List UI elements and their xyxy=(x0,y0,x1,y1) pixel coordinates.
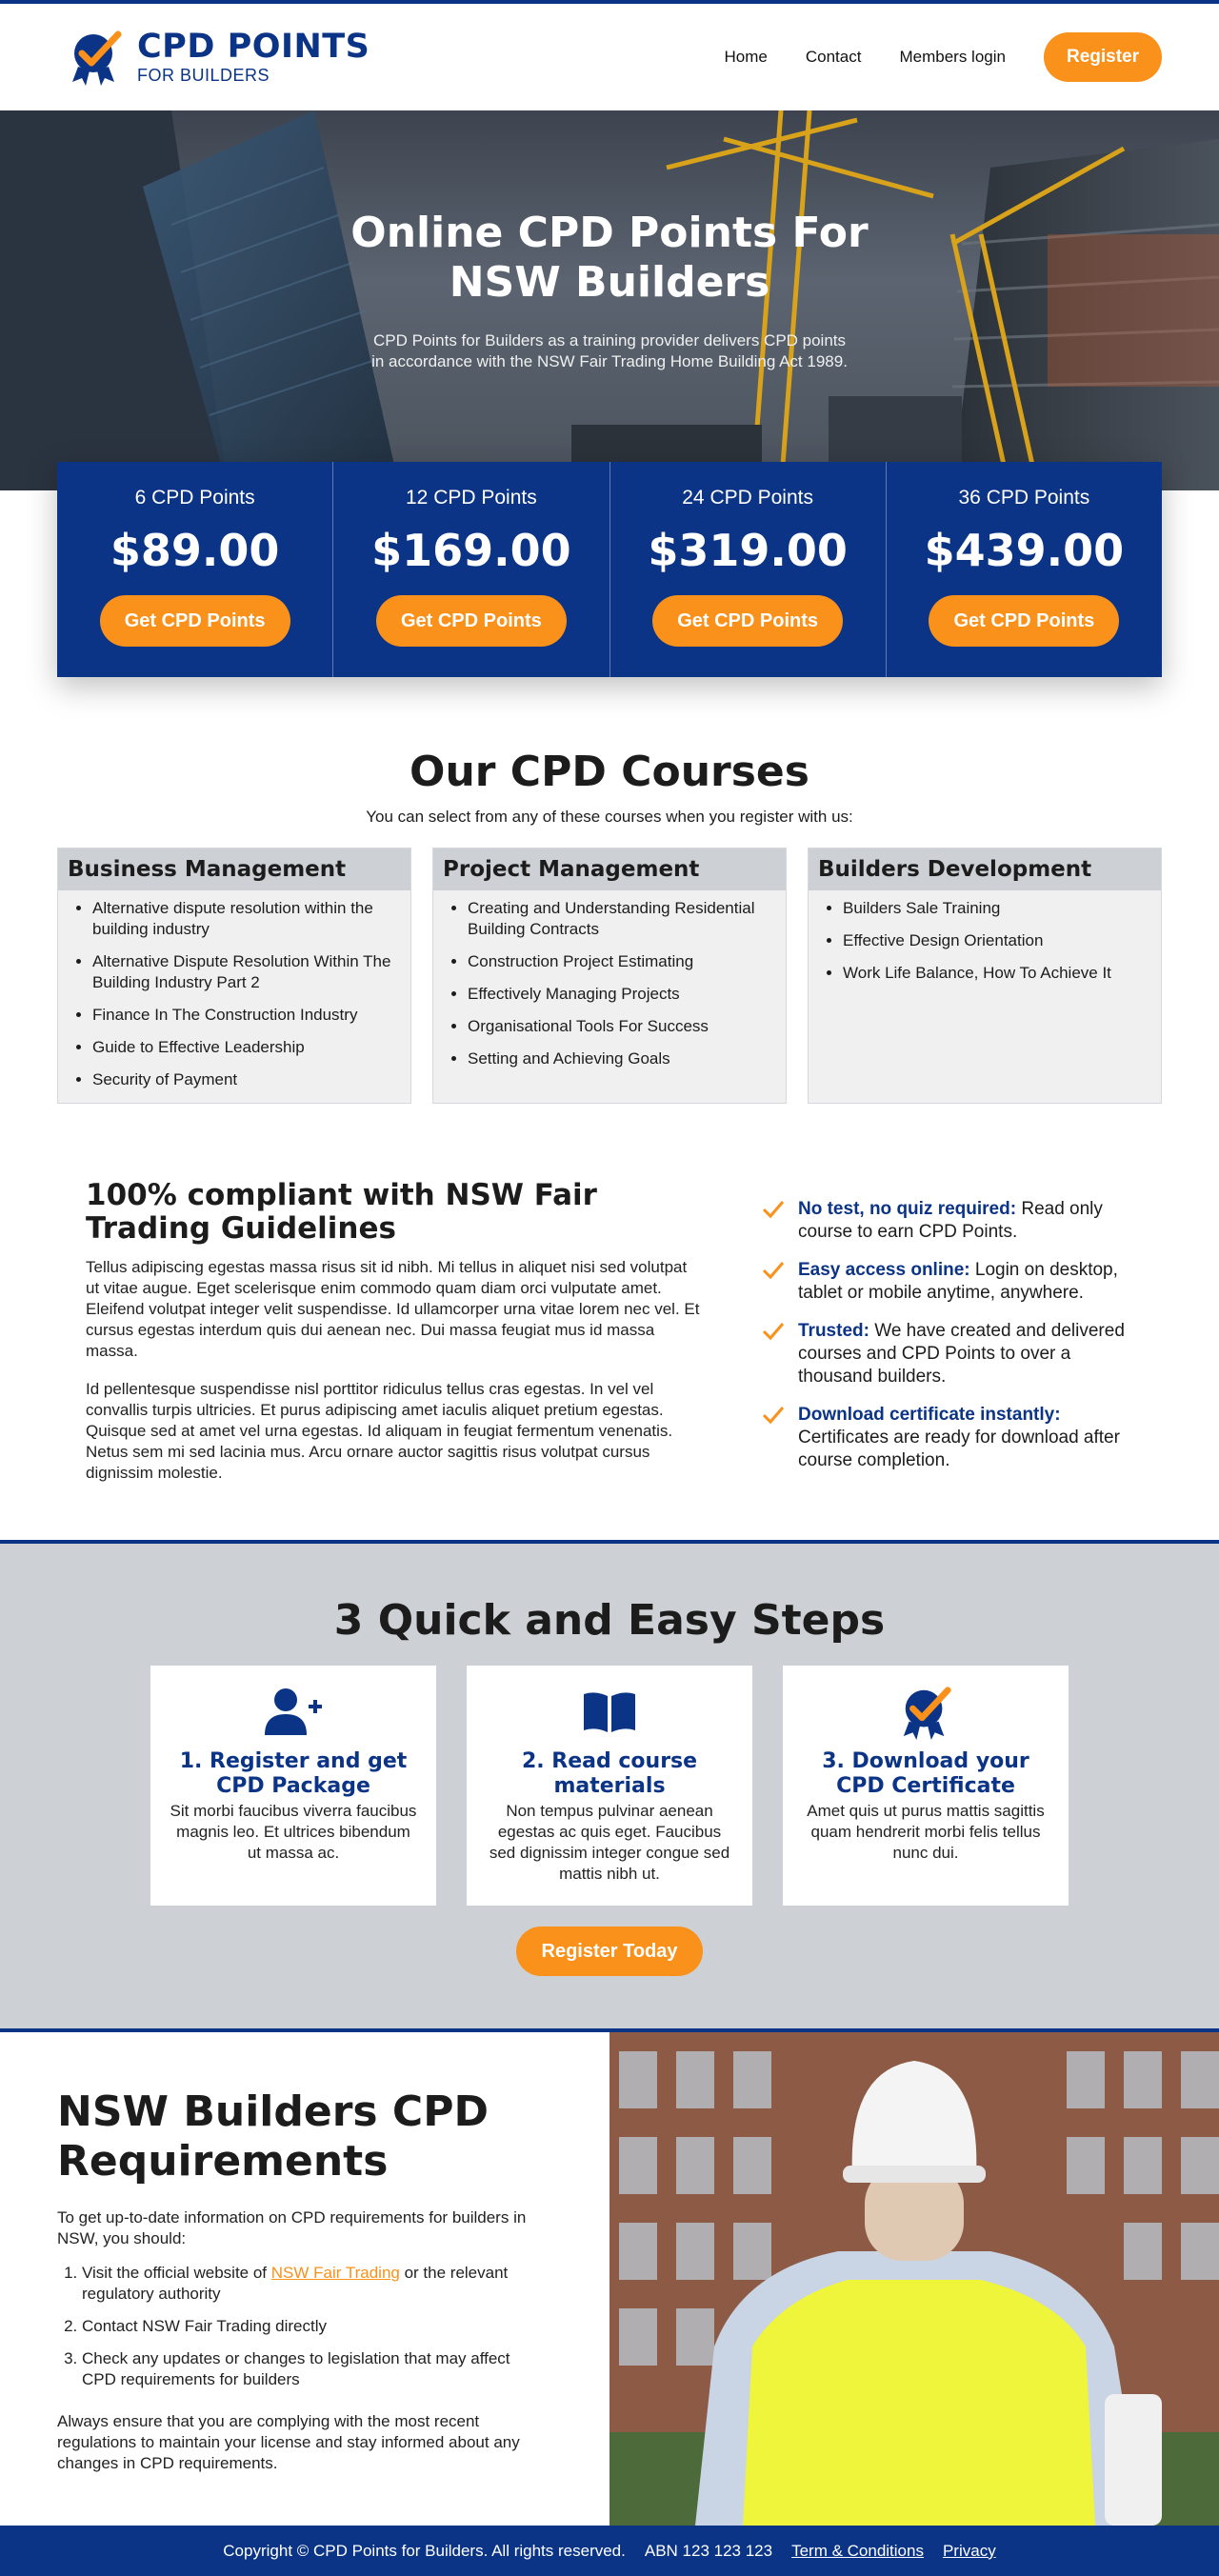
price-amount: $319.00 xyxy=(648,525,848,576)
nav-contact-link[interactable]: Contact xyxy=(805,48,862,66)
requirements-section xyxy=(0,2032,1219,2526)
logo-subtitle: FOR BUILDERS xyxy=(137,66,270,85)
course-item: • Creating and Understanding Residential Building Contracts xyxy=(468,898,770,940)
feature-text: Read only course to earn CPD Points. xyxy=(798,1199,1103,1242)
course-item: • Guide to Effective Leadership xyxy=(92,1037,395,1058)
course-item: • Effective Design Orientation xyxy=(843,930,1146,951)
course-column-project xyxy=(432,848,787,1104)
compliance-paragraph: Tellus adipiscing egestas massa risus sit id nibh. Mi tellus in aliquet nisi sed volutpat ut vitae augue. Eget scelerisque enim commodo quam diam orci vulputate amet. Eleifend volutpat integer velit suspendisse. Id ullamcorper urna vitae lorem nec vel. Et cursus egestas interdum quis dui aenean nec. Dui massa feugiat mus id massa massa. xyxy=(86,1258,700,1360)
terms-link[interactable]: Term & Conditions xyxy=(791,2541,924,2560)
copyright-text: Copyright © CPD Points for Builders. All rights reserved. xyxy=(223,2541,626,2560)
checkmark-icon xyxy=(762,1198,785,1221)
price-card-36 xyxy=(887,462,1162,677)
checkmark-icon xyxy=(762,1259,785,1282)
course-column-business xyxy=(57,848,411,1104)
price-package-name: 12 CPD Points xyxy=(406,487,537,509)
course-item: • Security of Payment xyxy=(92,1069,395,1090)
requirement-item: 2. Contact NSW Fair Trading directly xyxy=(82,2316,543,2337)
open-book-icon xyxy=(582,1690,637,1734)
price-package-name: 6 CPD Points xyxy=(134,487,255,509)
price-card-12 xyxy=(333,462,610,677)
course-heading: Project Management xyxy=(433,849,786,890)
logo-badge-icon xyxy=(65,29,126,86)
get-cpd-points-button[interactable]: Get CPD Points xyxy=(929,595,1119,647)
requirement-item: 1. Visit the official website of NSW Fair Trading or the relevant regulatory authority xyxy=(82,2263,543,2305)
checkmark-icon xyxy=(762,1320,785,1343)
course-item: • Work Life Balance, How To Achieve It xyxy=(843,963,1146,984)
register-button[interactable]: Register xyxy=(1044,32,1162,82)
step-text: Sit morbi faucibus viverra faucibus magnis leo. Et ultrices bibendum ut massa ac. xyxy=(170,1802,417,1862)
course-item: • Effectively Managing Projects xyxy=(468,984,770,1005)
courses-lead: You can select from any of these courses when you register with us: xyxy=(366,808,853,826)
nav-home-link[interactable]: Home xyxy=(724,48,768,66)
feature-label: No test, no quiz required: xyxy=(798,1199,1017,1219)
course-column-builders xyxy=(808,848,1162,1104)
feature-item xyxy=(762,1320,1143,1388)
abn-text: ABN 123 123 123 xyxy=(644,2541,773,2560)
site-header xyxy=(0,4,1219,110)
feature-label: Easy access online: xyxy=(798,1260,970,1280)
step-card xyxy=(783,1666,1069,1906)
price-package-name: 24 CPD Points xyxy=(682,487,813,509)
step-card xyxy=(150,1666,436,1906)
course-heading: Builders Development xyxy=(809,849,1161,890)
compliance-section xyxy=(86,1179,1143,1488)
step-text: Non tempus pulvinar aenean egestas ac quis eget. Faucibus sed dignissim integer congue sed mattis nibh ut. xyxy=(489,1802,730,1883)
course-item: • Builders Sale Training xyxy=(843,898,1146,919)
step-text: Amet quis ut purus mattis sagittis quam hendrerit morbi felis tellus nunc dui. xyxy=(807,1802,1045,1862)
feature-label: Download certificate instantly: xyxy=(798,1405,1061,1425)
builder-hard-hat-image xyxy=(610,2032,1219,2526)
course-item: • Alternative Dispute Resolution Within The Building Industry Part 2 xyxy=(92,951,395,993)
price-amount: $169.00 xyxy=(371,525,571,576)
price-package-name: 36 CPD Points xyxy=(958,487,1090,509)
courses-title: Our CPD Courses xyxy=(410,748,809,796)
feature-text: We have created and delivered courses and CPD Points to over a thousand builders. xyxy=(798,1321,1125,1387)
pricing-panel xyxy=(57,462,1162,677)
courses-section xyxy=(0,748,1219,1104)
course-item: • Organisational Tools For Success xyxy=(468,1016,770,1037)
requirements-outro: Always ensure that you are complying with the most recent regulations to maintain your license and stay informed about any changes in CPD requirements. xyxy=(57,2412,520,2472)
course-heading: Business Management xyxy=(58,849,410,890)
compliance-paragraph: Id pellentesque suspendisse nisl porttitor ridiculus tellus cras egestas. In vel vel convallis turpis ultricies. Et purus adipiscing amet iaculis aliquet pretium egestas. Quisque sed at amet vel urna egestas. Id aliquam in feugiat fermentum venenatis. Netus sem mi sed lacinia mus. Arcu ornare auctor sagittis risus volutpat cursus dignissim molestie. xyxy=(86,1380,673,1482)
get-cpd-points-button[interactable]: Get CPD Points xyxy=(100,595,290,647)
step-title: 2. Read course materials xyxy=(521,1749,698,1798)
feature-item xyxy=(762,1198,1143,1244)
feature-text: Login on desktop, tablet or mobile anytime, anywhere. xyxy=(798,1260,1118,1303)
builder-photo xyxy=(610,2032,1219,2526)
hero-subtitle: CPD Points for Builders as a training provider delivers CPD points in accordance with the NSW Fair Trading Home Building Act 1989. xyxy=(371,331,848,370)
register-today-button[interactable]: Register Today xyxy=(516,1927,703,1976)
feature-label: Trusted: xyxy=(798,1321,869,1341)
certificate-badge-icon xyxy=(895,1685,956,1740)
nav-members-login-link[interactable]: Members login xyxy=(899,48,1006,66)
price-card-24 xyxy=(610,462,887,677)
feature-item xyxy=(762,1259,1143,1305)
privacy-link[interactable]: Privacy xyxy=(942,2541,996,2560)
course-item: • Setting and Achieving Goals xyxy=(468,1048,770,1069)
course-item: • Alternative dispute resolution within the building industry xyxy=(92,898,395,940)
get-cpd-points-button[interactable]: Get CPD Points xyxy=(652,595,843,647)
get-cpd-points-button[interactable]: Get CPD Points xyxy=(376,595,567,647)
price-amount: $89.00 xyxy=(110,525,280,576)
feature-text: Certificates are ready for download after course completion. xyxy=(798,1428,1120,1470)
step-title: 1. Register and get CPD Package xyxy=(179,1749,408,1798)
feature-list xyxy=(762,1179,1143,1488)
step-card xyxy=(467,1666,752,1906)
course-item: • Finance In The Construction Industry xyxy=(92,1005,395,1026)
logo-title: CPD POINTS xyxy=(137,28,370,66)
site-footer xyxy=(0,2526,1219,2576)
main-nav xyxy=(725,32,1162,82)
course-item: • Construction Project Estimating xyxy=(468,951,770,972)
nsw-fair-trading-link[interactable]: NSW Fair Trading xyxy=(270,2264,400,2282)
price-card-6 xyxy=(57,462,333,677)
requirements-title: NSW Builders CPD Requirements xyxy=(57,2087,489,2186)
requirement-item: 3. Check any updates or changes to legislation that may affect CPD requirements for builders xyxy=(82,2348,543,2390)
logo[interactable] xyxy=(65,29,370,86)
checkmark-icon xyxy=(762,1404,785,1427)
compliance-title: 100% compliant with NSW Fair Trading Guidelines xyxy=(86,1178,597,1246)
steps-section xyxy=(0,1540,1219,2032)
requirements-intro: To get up-to-date information on CPD requirements for builders in NSW, you should: xyxy=(57,2208,527,2247)
hero xyxy=(0,110,1219,490)
hero-title: Online CPD Points For NSW Builders xyxy=(350,209,869,307)
feature-item xyxy=(762,1404,1143,1472)
add-user-icon xyxy=(263,1687,324,1737)
step-title: 3. Download your CPD Certificate xyxy=(822,1749,1029,1798)
price-amount: $439.00 xyxy=(924,525,1125,576)
steps-title: 3 Quick and Easy Steps xyxy=(333,1596,886,1645)
